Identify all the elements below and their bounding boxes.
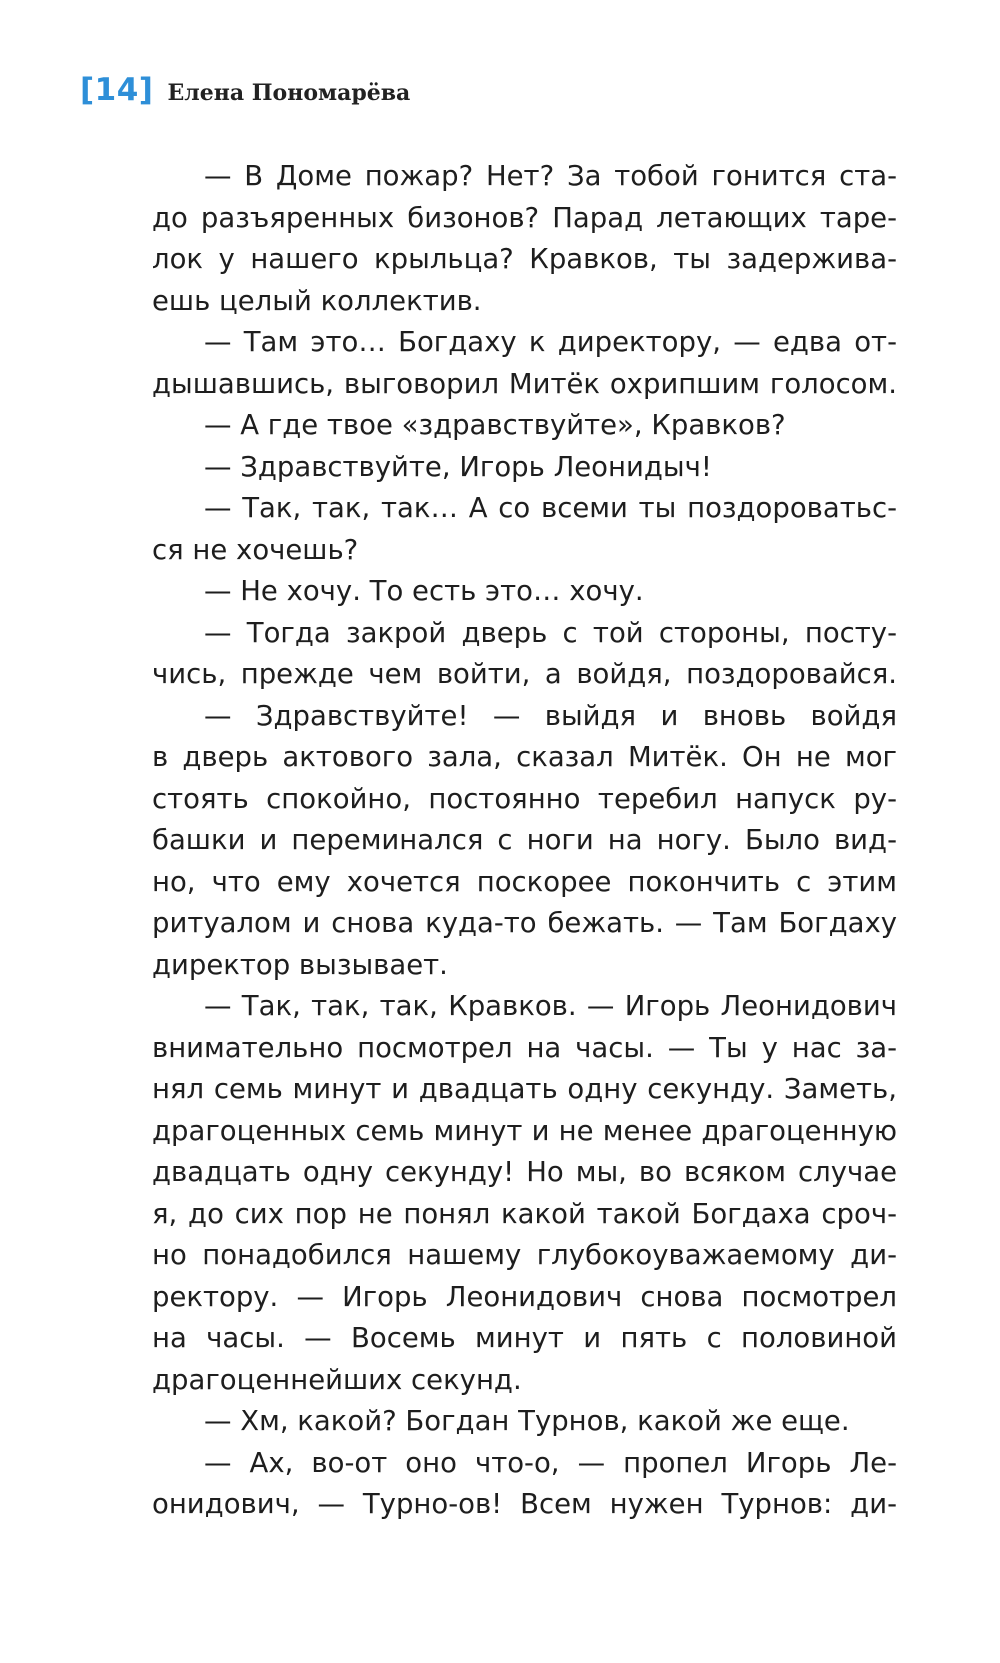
text-line: — Ах, во-от оно что-о, — пропел Игорь Ле- [204,1446,897,1479]
text-line: драгоценных семь минут и не менее драгоценную [152,1114,897,1147]
text-line: но понадобился нашему глубокоуважаемому ди- [152,1239,897,1271]
text-line: — Тогда закрой дверь с той стороны, посту- [204,616,897,649]
text-line: стоять спокойно, постоянно теребил напуск ру- [152,782,897,815]
text-line: ритуалом и снова куда-то бежать. — Там Богдаху [152,907,897,939]
text-line: — Здравствуйте, Игорь Леонидыч! [204,450,712,483]
text-line: на часы. — Восемь минут и пять с половиной [152,1322,897,1354]
text-line: ся не хочешь? [152,533,359,566]
text-line: — Там это… Богдаху к директору, — едва от- [204,326,897,358]
text-line: — А где твое «здравствуйте», Кравков? [204,409,786,441]
text-line: дышавшись, выговорил Митёк охрипшим голосом. [152,367,897,400]
text-line: двадцать одну секунду! Но мы, во всяком случае [152,1156,897,1188]
author-name: Елена Пономарёва [167,80,411,106]
text-line: онидович, — Турно-ов! Всем нужен Турнов: ди- [152,1488,897,1520]
text-line: до разъяренных бизонов? Парад летающих таре- [152,201,897,234]
text-line: драгоценнейших секунд. [152,1363,522,1396]
text-line: в дверь актового зала, сказал Митёк. Он не мог [152,741,897,773]
text-line: ректору. — Игорь Леонидович снова посмотрел [152,1280,897,1313]
text-line: я, до сих пор не понял какой такой Богдаха сроч- [152,1197,897,1230]
text-line: нял семь минут и двадцать одну секунду. Заметь, [152,1073,897,1105]
text-line: — Здравствуйте! — выйдя и вновь войдя [204,699,897,732]
text-line: — В Доме пожар? Нет? За тобой гонится ста- [204,160,897,192]
text-line: башки и переминался с ноги на ногу. Было вид- [152,824,897,856]
text-line: внимательно посмотрел на часы. — Ты у нас за- [152,1031,897,1064]
body-text [152,156,897,1526]
running-header [80,72,410,116]
text-line: — Не хочу. То есть это… хочу. [204,575,644,607]
text-line: лок у нашего крыльца? Кравков, ты задержива- [152,243,897,275]
page-number: [14] [80,72,154,108]
text-line: — Так, так, так… А со всеми ты поздороватьс- [204,492,897,524]
text-line: чись, прежде чем войти, а войдя, поздоровайся. [152,658,897,690]
text-line: но, что ему хочется поскорее покончить с этим [152,865,897,898]
text-line: — Так, так, так, Кравков. — Игорь Леонидович [204,990,897,1022]
text-line: — Хм, какой? Богдан Турнов, какой же еще. [204,1405,850,1437]
text-line: ешь целый коллектив. [152,284,482,317]
text-line: директор вызывает. [152,948,448,981]
